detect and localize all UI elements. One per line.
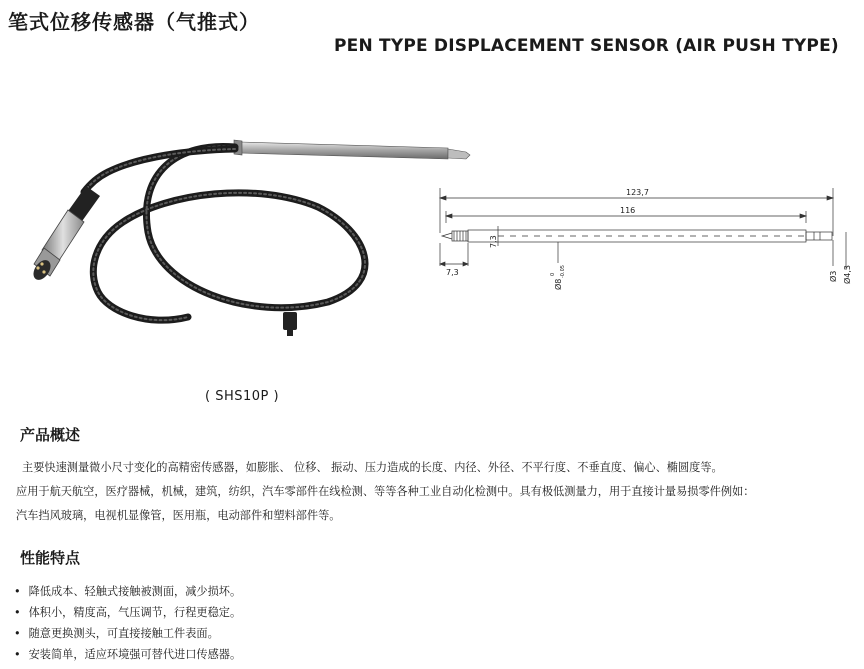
dim-overall-length: 123,7 <box>626 188 649 197</box>
technical-drawing <box>428 178 860 298</box>
sensor-rod <box>234 140 470 159</box>
overview-heading: 产品概述 <box>20 426 81 444</box>
dim-tip-offset: 7,3 <box>489 235 498 248</box>
overview-line: 应用于航天航空，医疗器械，机械，建筑，纺织，汽车零部件在线检测、等等各种工业自动化检测中。具有极低测量力，用于直接计量易损零件例如： <box>16 485 755 498</box>
dim-tolerance-lower: -0.05 <box>560 265 566 278</box>
feature-item: • 体积小，精度高，气压调节，行程更稳定。 <box>14 602 241 623</box>
dim-end-diameter-small: Ø3 <box>829 270 838 282</box>
dim-end-diameter-large: Ø4,3 <box>843 264 852 284</box>
braided-cable <box>84 146 365 320</box>
cable-tie <box>283 312 297 336</box>
overview-line: 主要快速测量微小尺寸变化的高精密传感器，如膨胀、 位移、 振动、压力造成的长度、内径、外径、不平行度、不垂直度、偏心、椭圆度等。 <box>22 461 723 474</box>
cable-connector <box>30 186 100 283</box>
dim-tolerance-upper: 0 <box>550 272 556 276</box>
feature-item: • 降低成本、轻触式接触被测面，减少损坏。 <box>14 581 241 602</box>
dim-body-length: 116 <box>620 206 636 215</box>
overview-paragraph <box>16 456 856 528</box>
feature-item: • 安装简单，适应环境强可替代进口传感器。 <box>14 644 241 665</box>
overview-line: 汽车挡风玻璃，电视机显像管，医用瓶，电动部件和塑料部件等。 <box>16 509 341 522</box>
product-photo <box>28 112 478 352</box>
features-list <box>14 581 241 665</box>
page-title-en: PEN TYPE DISPLACEMENT SENSOR (AIR PUSH TYPE) <box>334 36 839 56</box>
dim-tip-length: 7,3 <box>446 268 459 277</box>
model-label: ( SHS10P ) <box>205 389 280 404</box>
dim-body-diameter: Ø8 <box>554 278 563 290</box>
feature-item: • 随意更换测头，可直接接触工件表面。 <box>14 623 241 644</box>
features-heading: 性能特点 <box>20 549 81 567</box>
page-title-cn: 笔式位移传感器（气推式） <box>8 10 260 34</box>
